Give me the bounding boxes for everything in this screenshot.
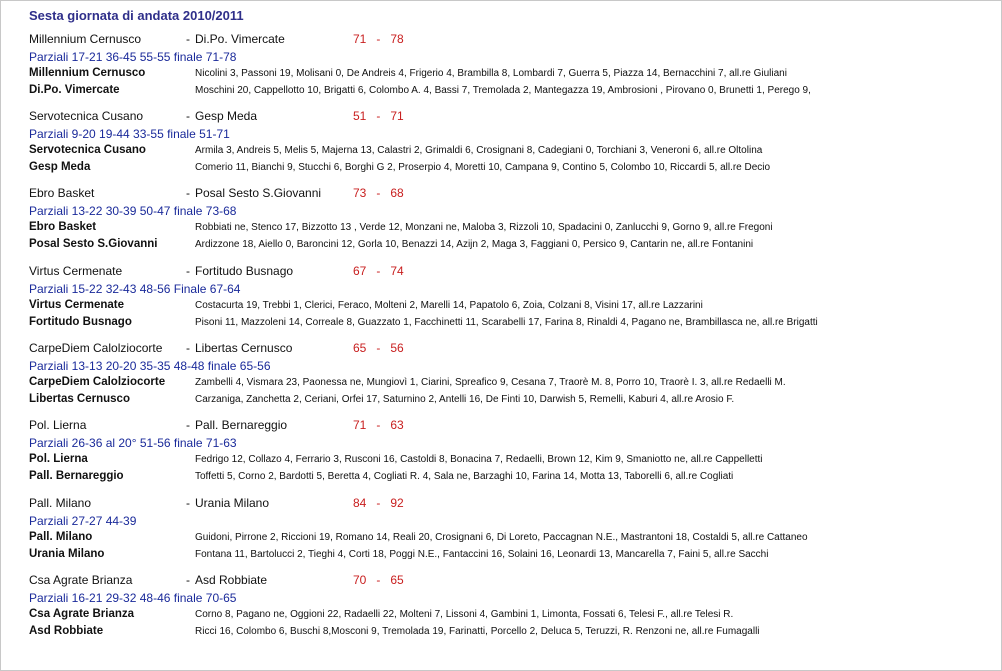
roster-team-label: Di.Po. Vimercate: [29, 84, 120, 96]
separator: -: [186, 32, 190, 46]
away-roster: [29, 316, 969, 333]
separator: -: [186, 186, 190, 200]
away-team-name: Gesp Meda: [195, 109, 258, 123]
away-team-name: Posal Sesto S.Giovanni: [195, 186, 322, 200]
roster-players: Nicolini 3, Passoni 19, Molisani 0, De Andreis 4, Frigerio 4, Brambilla 8, Lombardi 7, Guerra 5, Piazza 14, Bernacchini 7, all.re Giuliani: [195, 68, 787, 79]
away-team-name: Urania Milano: [195, 496, 270, 510]
roster-players: Costacurta 19, Trebbi 1, Clerici, Feraco, Molteni 2, Marelli 14, Papatolo 6, Zoia, Colzani 8, Visini 17, all.re Lazzarini: [195, 300, 703, 311]
away-team-name: Libertas Cernusco: [195, 341, 293, 355]
partial-scores: Parziali 13-22 30-39 50-47 finale 73-68: [29, 204, 237, 218]
home-team-name: Virtus Cermenate: [29, 264, 123, 278]
roster-players: Moschini 20, Cappellotto 10, Brigatti 6, Colombo A. 4, Bassi 7, Tremolada 2, Mantegazza 19, Ambrosioni , Pirovano 0, Brunetti 1, Perego 9,: [195, 85, 811, 96]
roster-players: Corno 8, Pagano ne, Oggioni 22, Radaelli 22, Molteni 7, Lissoni 4, Gambini 1, Limonta, Fossati 6, Telesi F., all.re Telesi R.: [195, 609, 734, 620]
home-roster: [29, 299, 969, 316]
home-team-name: CarpeDiem Calolziocorte: [29, 341, 163, 355]
away-roster: [29, 625, 969, 642]
home-team-name: Ebro Basket: [29, 186, 95, 200]
home-team-name: Csa Agrate Brianza: [29, 573, 133, 587]
home-roster: [29, 453, 969, 470]
final-score: 70 - 65: [353, 573, 404, 587]
roster-players: Armila 3, Andreis 5, Melis 5, Majerna 13, Calastri 2, Grimaldi 6, Crosignani 8, Cadegiani 0, Torchiani 3, Veneroni 6, all.re Oltolina: [195, 145, 763, 156]
roster-team-label: Pall. Milano: [29, 531, 93, 543]
match-block: [29, 32, 969, 101]
roster-team-label: Posal Sesto S.Giovanni: [29, 238, 158, 250]
match-header: [29, 264, 969, 280]
home-roster: [29, 144, 969, 161]
match-header: [29, 32, 969, 48]
roster-team-label: Libertas Cernusco: [29, 393, 130, 405]
home-roster: [29, 67, 969, 84]
partial-scores: Parziali 27-27 44-39: [29, 514, 137, 528]
match-block: [29, 341, 969, 410]
partial-scores: Parziali 15-22 32-43 48-56 Finale 67-64: [29, 282, 241, 296]
home-team-name: Servotecnica Cusano: [29, 109, 144, 123]
roster-players: Fedrigo 12, Collazo 4, Ferrario 3, Rusconi 16, Castoldi 8, Bonacina 7, Redaelli, Brown 12, Kim 9, Smaniotto ne, all.re Cappelletti: [195, 454, 763, 465]
match-block: [29, 418, 969, 487]
roster-players: Zambelli 4, Vismara 23, Paonessa ne, Mungiovì 1, Ciarini, Spreafico 9, Cesana 7, Traorè M. 8, Porro 10, Traorè I. 3, all.re Redaelli M.: [195, 377, 786, 388]
final-score: 67 - 74: [353, 264, 404, 278]
match-block: [29, 109, 969, 178]
separator: -: [186, 264, 190, 278]
roster-team-label: Servotecnica Cusano: [29, 144, 146, 156]
match-header: [29, 573, 969, 589]
match-block: [29, 496, 969, 565]
away-roster: [29, 238, 969, 255]
match-header: [29, 418, 969, 434]
page-title: Sesta giornata di andata 2010/2011: [29, 8, 244, 23]
roster-players: Robbiati ne, Stenco 17, Bizzotto 13 , Verde 12, Monzani ne, Maloba 3, Rizzoli 10, Spadacini 0, Zanlucchi 9, Gorno 9, all.re Fregoni: [195, 222, 773, 233]
final-score: 51 - 71: [353, 109, 404, 123]
home-team-name: Pol. Lierna: [29, 418, 87, 432]
match-block: [29, 573, 969, 642]
final-score: 71 - 63: [353, 418, 404, 432]
separator: -: [186, 109, 190, 123]
home-roster: [29, 608, 969, 625]
partial-scores: Parziali 26-36 al 20° 51-56 finale 71-63: [29, 436, 237, 450]
roster-players: Ardizzone 18, Aiello 0, Baroncini 12, Gorla 10, Benazzi 14, Azijn 2, Maga 3, Faggiani 0, Persico 9, Cantarin ne, all.re Fontanini: [195, 239, 754, 250]
separator: -: [186, 573, 190, 587]
away-roster: [29, 161, 969, 178]
final-score: 73 - 68: [353, 186, 404, 200]
roster-team-label: Virtus Cermenate: [29, 299, 125, 311]
roster-team-label: Ebro Basket: [29, 221, 97, 233]
match-header: [29, 109, 969, 125]
final-score: 71 - 78: [353, 32, 404, 46]
separator: -: [186, 496, 190, 510]
partial-scores: Parziali 13-13 20-20 35-35 48-48 finale 65-56: [29, 359, 271, 373]
roster-team-label: Fortitudo Busnago: [29, 316, 132, 328]
away-roster: [29, 393, 969, 410]
roster-players: Fontana 11, Bartolucci 2, Tieghi 4, Corti 18, Poggi N.E., Fantaccini 16, Solaini 16, Leonardi 13, Mancarella 7, Faini 5, all.re Sacchi: [195, 549, 769, 560]
roster-team-label: CarpeDiem Calolziocorte: [29, 376, 166, 388]
away-team-name: Fortitudo Busnago: [195, 264, 294, 278]
home-team-name: Millennium Cernusco: [29, 32, 142, 46]
roster-team-label: Millennium Cernusco: [29, 67, 146, 79]
away-roster: [29, 470, 969, 487]
roster-players: Guidoni, Pirrone 2, Riccioni 19, Romano 14, Reali 20, Crosignani 6, Di Loreto, Paccagnan N.E., Mastrantoni 18, Costaldi 5, all.re Cattaneo: [195, 532, 808, 543]
home-roster: [29, 221, 969, 238]
match-block: [29, 186, 969, 255]
roster-players: Carzaniga, Zanchetta 2, Ceriani, Orfei 17, Saturnino 2, Antelli 16, De Finti 10, Darwish 5, Remelli, Kaburi 4, all.re Arosio F.: [195, 394, 735, 405]
final-score: 84 - 92: [353, 496, 404, 510]
roster-team-label: Gesp Meda: [29, 161, 91, 173]
separator: -: [186, 418, 190, 432]
roster-team-label: Csa Agrate Brianza: [29, 608, 135, 620]
roster-team-label: Urania Milano: [29, 548, 105, 560]
partial-scores: Parziali 17-21 36-45 55-55 finale 71-78: [29, 50, 237, 64]
partial-scores: Parziali 9-20 19-44 33-55 finale 51-71: [29, 127, 230, 141]
match-header: [29, 341, 969, 357]
home-roster: [29, 531, 969, 548]
roster-players: Toffetti 5, Corno 2, Bardotti 5, Beretta 4, Cogliati R. 4, Sala ne, Barzaghi 10, Farina 14, Motta 13, Taborelli 6, all.re Cogliati: [195, 471, 734, 482]
away-roster: [29, 84, 969, 101]
separator: -: [186, 341, 190, 355]
roster-players: Comerio 11, Bianchi 9, Stucchi 6, Borghi G 2, Proserpio 4, Moretti 10, Campana 9, Contino 5, Colombo 10, Riccardi 5, all.re Decio: [195, 162, 771, 173]
away-team-name: Di.Po. Vimercate: [195, 32, 285, 46]
roster-team-label: Pol. Lierna: [29, 453, 88, 465]
roster-players: Pisoni 11, Mazzoleni 14, Correale 8, Guazzato 1, Facchinetti 11, Scarabelli 17, Farina 8, Rinaldi 4, Pagano ne, Brambillasca ne, all.re Brigatti: [195, 317, 818, 328]
match-header: [29, 186, 969, 202]
partial-scores: Parziali 16-21 29-32 48-46 finale 70-65: [29, 591, 237, 605]
match-block: [29, 264, 969, 333]
home-team-name: Pall. Milano: [29, 496, 92, 510]
final-score: 65 - 56: [353, 341, 404, 355]
home-roster: [29, 376, 969, 393]
away-team-name: Asd Robbiate: [195, 573, 268, 587]
roster-team-label: Asd Robbiate: [29, 625, 104, 637]
roster-team-label: Pall. Bernareggio: [29, 470, 124, 482]
match-header: [29, 496, 969, 512]
away-team-name: Pall. Bernareggio: [195, 418, 288, 432]
away-roster: [29, 548, 969, 565]
roster-players: Ricci 16, Colombo 6, Buschi 8,Mosconi 9, Tremolada 19, Farinatti, Porcello 2, Deluca 5, Teruzzi, R. Renzoni ne, all.re Fumagalli: [195, 626, 760, 637]
